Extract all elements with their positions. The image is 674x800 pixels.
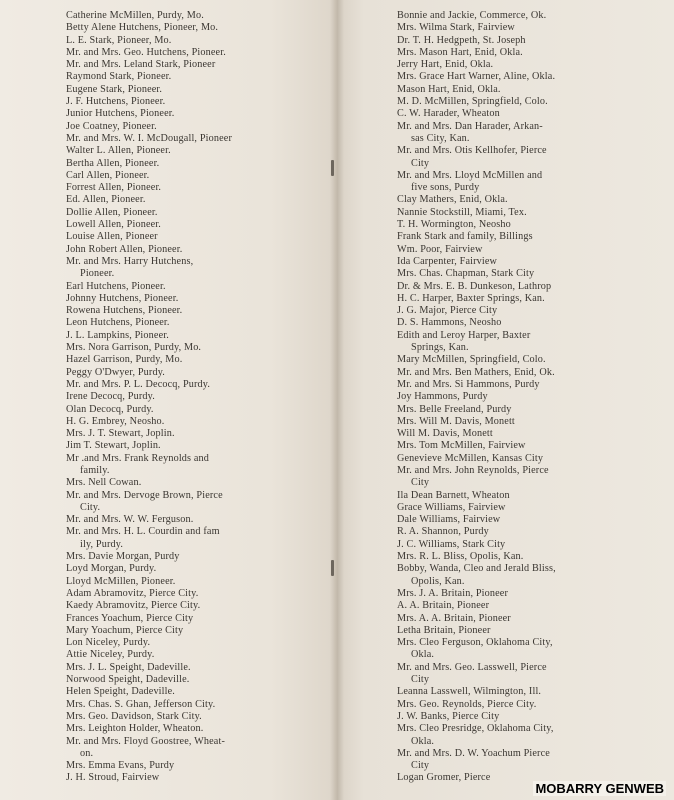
left-page-entry-line: Hazel Garrison, Purdy, Mo.	[66, 354, 183, 366]
left-page-entry-line: Mary Yoachum, Pierce City	[66, 624, 184, 636]
right-page-entry	[397, 35, 609, 47]
right-page-entry	[397, 711, 609, 723]
left-page-entry	[66, 625, 262, 637]
right-page-entry-line: Mrs. Tom McMillen, Fairview	[397, 440, 526, 452]
left-page-entry-continuation: Pioneer.	[80, 268, 115, 280]
left-page-entry	[66, 649, 262, 661]
right-page-entry-line: Logan Gromer, Pierce	[397, 772, 491, 784]
left-page-entry	[66, 35, 262, 47]
right-page-entry-line: Mr. and Mrs. John Reynolds, Pierce	[397, 464, 549, 476]
left-page-entry	[66, 121, 262, 133]
right-page-entry-continuation: Okla.	[411, 735, 435, 747]
right-page-entry-line: Clay Mathers, Enid, Okla.	[397, 194, 508, 206]
right-page-entry	[397, 625, 609, 637]
right-page-entry	[397, 428, 609, 440]
right-page-entry	[397, 244, 609, 256]
right-page-entry-line: M. D. McMillen, Springfield, Colo.	[397, 96, 548, 108]
left-page-entry	[66, 440, 262, 452]
left-page-entry-line: Mrs. Leighton Holder, Wheaton.	[66, 723, 204, 735]
right-page-entry-line: Edith and Leroy Harper, Baxter	[397, 329, 531, 341]
right-page-entry-line: Mason Hart, Enid, Okla.	[397, 83, 501, 95]
left-page-entry	[66, 96, 262, 108]
left-page-entry-line: Walter L. Allen, Pioneer.	[66, 145, 171, 157]
right-page-entry	[397, 10, 609, 22]
right-page-entry-line: Mrs. J. A. Britain, Pioneer	[397, 587, 509, 599]
left-page-entry	[66, 490, 262, 515]
left-page-entry	[66, 477, 262, 489]
left-page-entry-line: Helen Speight, Dadeville.	[66, 686, 175, 698]
right-page-entry-continuation: sas City, Kan.	[411, 132, 470, 144]
right-page-entry-line: Mr. and Mrs. Lloyd McMillen and	[397, 169, 543, 181]
right-page-entry	[397, 256, 609, 268]
right-page-entry-line: Mary McMillen, Springfield, Colo.	[397, 354, 546, 366]
left-page-entry-line: Dollie Allen, Pioneer.	[66, 206, 158, 218]
right-page-entry	[397, 637, 609, 662]
right-page-entry-line: Grace Williams, Fairview	[397, 501, 506, 513]
left-page-entry	[66, 453, 262, 478]
left-page-entry-line: Peggy O'Dwyer, Purdy.	[66, 366, 165, 378]
left-page-entry-line: Junior Hutchens, Pioneer.	[66, 108, 175, 120]
right-page-entry-line: Mrs. Grace Hart Warner, Aline, Okla.	[397, 71, 556, 83]
left-page-entry	[66, 514, 262, 526]
right-page-entry	[397, 440, 609, 452]
right-page-entry	[397, 22, 609, 34]
right-page-entry-line: Frank Stark and family, Billings	[397, 231, 533, 243]
left-page-entry-line: Mr. and Mrs. Leland Stark, Pioneer	[66, 59, 216, 71]
left-page-entry	[66, 244, 262, 256]
left-page-entry-continuation: family.	[80, 464, 110, 476]
left-page-entry	[66, 699, 262, 711]
left-page-entry-line: Mrs. Nora Garrison, Purdy, Mo.	[66, 342, 202, 354]
right-page-entry	[397, 170, 609, 195]
right-page-entry	[397, 84, 609, 96]
right-page-entry	[397, 699, 609, 711]
left-page-entry-line: Loyd Morgan, Purdy.	[66, 563, 157, 575]
left-page-entry	[66, 293, 262, 305]
left-page-entry	[66, 170, 262, 182]
left-page-entry-line: Mrs. Geo. Davidson, Stark City.	[66, 710, 202, 722]
left-page-entry-line: Mr. and Mrs. P. L. Decocq, Purdy.	[66, 378, 211, 390]
left-page-entry	[66, 428, 262, 440]
left-page-entry	[66, 600, 262, 612]
left-page-entry-line: Mr. and Mrs. Dervoge Brown, Pierce	[66, 489, 223, 501]
left-page-entry	[66, 330, 262, 342]
right-page-entry-continuation: Opolis, Kan.	[411, 575, 465, 587]
right-page-entry-line: Mrs. Cleo Presridge, Oklahoma City,	[397, 723, 554, 735]
right-page-entry	[397, 330, 609, 355]
left-page-entry-line: Lloyd McMillen, Pioneer.	[66, 575, 176, 587]
left-page-entry-line: Mr .and Mrs. Frank Reynolds and	[66, 452, 210, 464]
left-page-entry	[66, 576, 262, 588]
left-page-entry	[66, 723, 262, 735]
right-page-entry	[397, 490, 609, 502]
left-page-entry-line: Joe Coatney, Pioneer.	[66, 120, 157, 132]
left-page-entry-line: Forrest Allen, Pioneer.	[66, 182, 162, 194]
left-page-entry	[66, 231, 262, 243]
left-page-entry-line: Earl Hutchens, Pioneer.	[66, 280, 166, 292]
right-page-entry-line: Mrs. Will M. Davis, Monett	[397, 415, 515, 427]
right-page-entry-line: Mrs. Wilma Stark, Fairview	[397, 22, 515, 34]
right-page-entry-continuation: Okla.	[411, 649, 435, 661]
right-page-entry-line: Ida Carpenter, Fairview	[397, 255, 498, 267]
right-page-entry	[397, 367, 609, 379]
left-page-entry-line: Mrs. Chas. S. Ghan, Jefferson City.	[66, 698, 216, 710]
left-page-entry	[66, 133, 262, 145]
staple-bottom	[331, 560, 334, 576]
right-page-entry	[397, 613, 609, 625]
right-page-entry-line: Ila Dean Barnett, Wheaton	[397, 489, 510, 501]
left-page-entry	[66, 47, 262, 59]
left-page-entry-line: Leon Hutchens, Pioneer.	[66, 317, 170, 329]
right-page-entry	[397, 748, 609, 773]
left-page-entry-line: Attie Niceley, Purdy.	[66, 649, 155, 661]
right-page-entry-line: A. A. Britain, Pioneer	[397, 600, 490, 612]
right-page-entry	[397, 268, 609, 280]
right-page-entry-line: Mr. and Mrs. Si Hammons, Purdy	[397, 378, 540, 390]
right-page-entry	[397, 723, 609, 748]
left-page-entry-line: Mr. and Mrs. Harry Hutchens,	[66, 255, 194, 267]
left-page-entry-line: Carl Allen, Pioneer.	[66, 169, 150, 181]
left-page-entry-line: Mr. and Mrs. Geo. Hutchens, Pioneer.	[66, 46, 226, 58]
left-page-entry	[66, 281, 262, 293]
right-page-entry-line: Wm. Poor, Fairview	[397, 243, 483, 255]
left-page-entry	[66, 10, 262, 22]
left-page-entry-line: Jim T. Stewart, Joplin.	[66, 440, 161, 452]
left-page-entry-line: Mrs. Emma Evans, Purdy	[66, 760, 175, 772]
left-page-entry	[66, 145, 262, 157]
right-page-entry-line: Mrs. Geo. Reynolds, Pierce City.	[397, 698, 537, 710]
left-page-entry	[66, 219, 262, 231]
right-page	[337, 0, 674, 800]
right-page-entry	[397, 47, 609, 59]
right-page-entry-line: Genevieve McMillen, Kansas City	[397, 452, 544, 464]
left-page-entry	[66, 613, 262, 625]
right-page-entry-line: Dr. T. H. Hedgpeth, St. Joseph	[397, 34, 526, 46]
right-page-entry	[397, 281, 609, 293]
left-page-entry-line: Ed. Allen, Pioneer.	[66, 194, 146, 206]
right-page-entry-line: Mrs. R. L. Bliss, Opolis, Kan.	[397, 551, 524, 563]
right-page-entry-continuation: City	[411, 760, 430, 772]
right-page-entry	[397, 354, 609, 366]
left-page-entry-continuation: on.	[80, 747, 94, 759]
right-page-entry-line: T. H. Wormington, Neosho	[397, 219, 511, 231]
left-page-entry-continuation: ily, Purdy.	[80, 538, 124, 550]
left-page-entry-line: Mr. and Mrs. Floyd Goostree, Wheat-	[66, 735, 225, 747]
left-page-entry-line: J. L. Lampkins, Pioneer.	[66, 329, 169, 341]
left-page-entry-line: L. E. Stark, Pioneer, Mo.	[66, 34, 172, 46]
left-page-entry-line: Mrs. Nell Cowan.	[66, 477, 142, 489]
left-page-entry-line: Lon Niceley, Purdy.	[66, 637, 151, 649]
left-page-entry-line: Betty Alene Hutchens, Pioneer, Mo.	[66, 22, 219, 34]
right-page-entry	[397, 305, 609, 317]
left-page-entry-line: Frances Yoachum, Pierce City	[66, 612, 194, 624]
left-page-entry	[66, 256, 262, 281]
right-page-entry-line: Mr. and Mrs. Geo. Lasswell, Pierce	[397, 661, 547, 673]
page-gutter	[330, 0, 344, 800]
left-page-entry	[66, 22, 262, 34]
right-page-entry	[397, 219, 609, 231]
left-page-entry-line: Norwood Speight, Dadeville.	[66, 674, 190, 686]
left-page-entry	[66, 736, 262, 761]
left-page-entry	[66, 711, 262, 723]
left-page-entry	[66, 182, 262, 194]
left-page-entry-line: Eugene Stark, Pioneer.	[66, 83, 163, 95]
right-page-entry	[397, 539, 609, 551]
left-page-entry-line: Kaedy Abramovitz, Pierce City.	[66, 600, 201, 612]
left-page-entry	[66, 563, 262, 575]
right-page-entry-line: Will M. Davis, Monett	[397, 428, 493, 440]
right-page-entry	[397, 662, 609, 687]
left-page-entry	[66, 760, 262, 772]
right-page-entry	[397, 600, 609, 612]
left-page-entry	[66, 317, 262, 329]
left-page-entry	[66, 637, 262, 649]
left-page-entry	[66, 662, 262, 674]
right-page-entry-line: Mrs. Mason Hart, Enid, Okla.	[397, 46, 523, 58]
right-page-entry-line: H. C. Harper, Baxter Springs, Kan.	[397, 292, 545, 304]
right-page-entry	[397, 108, 609, 120]
right-page-entry-line: Mr. and Mrs. Otis Kellhofer, Pierce	[397, 145, 547, 157]
right-page-entry-line: Jerry Hart, Enid, Okla.	[397, 59, 494, 71]
left-page-entry	[66, 305, 262, 317]
left-page-entry	[66, 588, 262, 600]
right-page-entry	[397, 293, 609, 305]
right-page-entry-line: Mrs. Chas. Chapman, Stark City	[397, 268, 535, 280]
left-page-entry	[66, 551, 262, 563]
left-page-entry-line: Mrs. Davie Morgan, Purdy	[66, 551, 180, 563]
right-page-entry	[397, 231, 609, 243]
right-page-entry-continuation: City	[411, 674, 430, 686]
right-page-entry	[397, 404, 609, 416]
right-page-entry-line: Bobby, Wanda, Cleo and Jerald Bliss,	[397, 563, 556, 575]
left-page-entry-line: Mr. and Mrs. W. W. Ferguson.	[66, 514, 194, 526]
right-page-entry	[397, 686, 609, 698]
left-page-entry	[66, 379, 262, 391]
left-page-entry-line: J. H. Stroud, Fairview	[66, 772, 160, 784]
left-page-entry-line: Lowell Allen, Pioneer.	[66, 219, 161, 231]
left-page-entry	[66, 194, 262, 206]
right-page-entry-line: C. W. Harader, Wheaton	[397, 108, 500, 120]
left-page-entry-line: Mr. and Mrs. H. L. Courdin and fam	[66, 526, 220, 538]
left-page-entry	[66, 416, 262, 428]
right-page-entry-line: Mr. and Mrs. Ben Mathers, Enid, Ok.	[397, 366, 555, 378]
left-page-entry	[66, 342, 262, 354]
right-page-entry	[397, 416, 609, 428]
right-page-entry-line: Mrs. Cleo Ferguson, Oklahoma City,	[397, 637, 553, 649]
right-page-entry	[397, 194, 609, 206]
left-page-entry	[66, 71, 262, 83]
right-page-entry	[397, 391, 609, 403]
left-page-entry	[66, 158, 262, 170]
staple-top	[331, 160, 334, 176]
left-page-entry-line: John Robert Allen, Pioneer.	[66, 243, 183, 255]
left-page-entry-line: Olan Decocq, Purdy.	[66, 403, 154, 415]
right-page-entry-line: Dr. & Mrs. E. B. Dunkeson, Lathrop	[397, 280, 552, 292]
right-page-entry-line: Dale Williams, Fairview	[397, 514, 501, 526]
left-page-entry	[66, 674, 262, 686]
right-page-entry	[397, 551, 609, 563]
left-page-entry	[66, 404, 262, 416]
right-page-entry-line: D. S. Hammons, Neosho	[397, 317, 502, 329]
right-page-entry	[397, 563, 609, 588]
right-page-entry-line: Mr. and Mrs. D. W. Yoachum Pierce	[397, 747, 550, 759]
left-page-entry	[66, 354, 262, 366]
left-page-entry-line: Catherine McMillen, Purdy, Mo.	[66, 10, 204, 21]
left-page-entry-line: Raymond Stark, Pioneer.	[66, 71, 172, 83]
watermark-label: MOBARRY GENWEB	[535, 781, 664, 796]
left-page-entry	[66, 207, 262, 219]
left-page-entry	[66, 59, 262, 71]
right-page-entry	[397, 71, 609, 83]
right-page-entry	[397, 588, 609, 600]
left-page-entry	[66, 108, 262, 120]
right-page-entry-line: Mr. and Mrs. Dan Harader, Arkan-	[397, 120, 543, 132]
left-page-entry-line: Mrs. J. T. Stewart, Joplin.	[66, 428, 175, 440]
right-page-entry	[397, 317, 609, 329]
right-page-entry-continuation: City	[411, 157, 430, 169]
right-page-entry-line: Leanna Lasswell, Wilmington, Ill.	[397, 686, 542, 698]
left-page-entry-line: Mrs. J. L. Speight, Dadeville.	[66, 661, 191, 673]
right-page-entry-line: R. A. Shannon, Purdy	[397, 526, 489, 538]
right-page-entry	[397, 59, 609, 71]
right-page-entry	[397, 207, 609, 219]
left-page-entry	[66, 526, 262, 551]
right-page-entry	[397, 465, 609, 490]
right-page-entry	[397, 145, 609, 170]
left-page-entry-line: H. G. Embrey, Neosho.	[66, 415, 165, 427]
left-page-entry-line: Louise Allen, Pioneer	[66, 231, 158, 243]
right-page-entry-continuation: five sons, Purdy	[411, 182, 480, 194]
right-page-entry	[397, 379, 609, 391]
right-page-entry-line: Letha Britain, Pioneer	[397, 624, 491, 636]
left-page-entry	[66, 772, 262, 784]
left-page-entry-line: Rowena Hutchens, Pioneer.	[66, 305, 183, 317]
left-page-entry-line: J. F. Hutchens, Pioneer.	[66, 96, 166, 108]
right-page-entry-line: Joy Hammons, Purdy	[397, 391, 488, 403]
right-page-entry-continuation: City	[411, 477, 430, 489]
right-page-entry	[397, 121, 609, 146]
right-page-entry	[397, 96, 609, 108]
right-page-entry	[397, 453, 609, 465]
right-page-entry	[397, 502, 609, 514]
right-page-entry-line: J. G. Major, Pierce City	[397, 305, 498, 317]
right-page-entry-line: Nannie Stockstill, Miami, Tex.	[397, 206, 527, 218]
right-page-entry-line: J. W. Banks, Pierce City	[397, 710, 500, 722]
left-page-entry-line: Bertha Allen, Pioneer.	[66, 157, 160, 169]
right-page-entry	[397, 526, 609, 538]
left-page-entry	[66, 84, 262, 96]
left-page-entry	[66, 686, 262, 698]
right-page-entry-line: Mrs. Belle Freeland, Purdy	[397, 403, 512, 415]
left-page-entry-line: Johnny Hutchens, Pioneer.	[66, 292, 179, 304]
right-page-entry-line: J. C. Williams, Stark City	[397, 538, 506, 550]
left-page-entry-line: Irene Decocq, Purdy.	[66, 391, 155, 403]
right-page-entry-line: Mrs. A. A. Britain, Pioneer	[397, 612, 511, 624]
left-page-entry	[66, 367, 262, 379]
right-page-entry-continuation: Springs, Kan.	[411, 342, 469, 354]
right-page-entry-line: Bonnie and Jackie, Commerce, Ok.	[397, 10, 547, 21]
left-page-entry-continuation: City.	[80, 501, 101, 513]
left-page-entry-line: Adam Abramovitz, Pierce City.	[66, 587, 199, 599]
right-page-entry	[397, 514, 609, 526]
left-page-entry-line: Mr. and Mrs. W. I. McDougall, Pioneer	[66, 132, 232, 144]
left-page-entry	[66, 391, 262, 403]
